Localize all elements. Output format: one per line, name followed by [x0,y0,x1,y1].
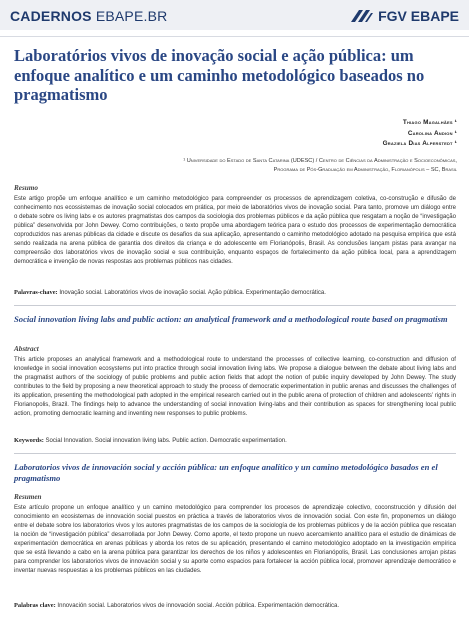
author-1[interactable]: Thiago Magalhães ¹ [402,119,457,126]
logo-text: FGV EBAPE [378,8,459,24]
fgv-logo[interactable] [351,6,459,26]
palabras-clave-text: Innovación social. Laboratorios vivos de innovación social. Acción pública. Experimentación democrática. [57,603,340,609]
author-list [383,118,457,150]
keywords-label: Keywords: [14,437,44,444]
palavras-chave-text: Inovação social. Laboratórios vivos de inovação social. Ação pública. Experimentação democrática. [59,290,326,296]
palabras-clave [14,601,456,611]
article-title: Laboratórios vivos de inovação social e ação pública: um enfoque analítico e um caminho metodológico baseados no pragmatismo [14,46,425,104]
keywords [14,436,456,446]
keywords-text: Social Innovation. Social innovation living labs. Public action. Democratic experimentation. [45,438,287,444]
resumo-heading: Resumo [14,184,38,192]
affiliation-line-1: ¹ Universidade do Estado de Santa Catarina (UDESC) / Centro de Ciências da Administração e Socioeconômicas, [183,158,457,164]
author-2[interactable]: Carolina Andion ¹ [407,129,457,137]
author-3[interactable]: Graziela Dias Alperstedt ¹ [382,140,457,147]
header-band [0,0,469,30]
section-divider [14,305,456,306]
resumen-heading: Resumen [14,493,42,501]
journal-name-rest: EBAPE.BR [95,8,168,24]
fgv-logo-icon [351,8,373,24]
palavras-chave [14,288,456,298]
spanish-title: Laboratorios vivos de innovación social y acción pública: un enfoque analítico y un camino metodológico basados en el pragmatismo [14,462,438,483]
abstract-heading: Abstract [14,345,39,353]
resumen-text: Este artículo propone un enfoque analítico y un camino metodológico para comprender los procesos de aprendizaje colectivo, coconstrucción y difusión del conocimiento en ecosistemas de innovación social puestos en práctica a través de laboratorios vivos de innovación social. Con este fin, proponemos un diálogo entre el debate sobre los laboratorios vivos y los autores pragmatistas de los campos de la sociología de los problemas públicos y de la acción pública que rescatan la noción de “investigación pública” desarrollada por John Dewey. Como aporte, el texto propone un nuevo acercamiento analítico para el estudio de dinámicas de experimentación democrática en arenas públicas y aborda los retos de su aplicación, presentando el camino metodológico adoptado en la investigación empírica que se está llevando a cabo en la arena pública para garantizar los derechos de los niños y adolescentes en Florianópolis, Brasil. Las conclusiones arrojan pistas para comprender los laboratorios vivos de innovación social y su aporte como espacios para fortalecer la acción pública local, promover aprendizaje democrático e inventar nuevas respuestas a los problemas públicos en las ciudades. [14,505,456,574]
journal-name[interactable] [10,8,167,24]
affiliation [37,157,457,175]
resumo-text: Este artigo propõe um enfoque analítico e um caminho metodológico para compreender os processos de aprendizagem coletiva, co-construção e difusão de conhecimento nos ecossistemas de inovação social colocados em prática, por meio de laboratórios vivos de inovação social. Para tanto, promove um diálogo entre o debate sobre os living labs e os autores pragmatistas dos campos da sociologia dos problemas públicos e da ação pública que resgatam a noção de “investigação pública” desenvolvida por John Dewey. Como contribuições, o texto propõe uma abordagem teórica para o estudo dos processos de experimentação democrática coproduzidos nas arenas públicas da cidade e discute os desafios da sua aplicação, apresentando o caminho metodológico adotado na pesquisa empírica que está sendo realizada na arena pública de garantia dos direitos da criança e do adolescente em Florianópolis, Brasil. As conclusões lançam pistas para avançar na compreensão dos laboratórios vivos de inovação social e sua contribuição, enquanto espaços de fortalecimento da ação pública local, para a aprendizagem democrática e invenção de novas respostas aos problemas públicos nas cidades. [14,196,456,265]
abstract-text: This article proposes an analytical framework and a methodological route to understand the processes of collective learning, co-construction and diffusion of knowledge in social innovation ecosystems put into practice through social innovation living labs. We propose a dialogue between the debate about living labs and the pragmatist authors of the sociology of public problems and public action fields that adopt the notion of public inquiry developed by John Dewey. The study contributes to the field by proposing a new theoretical approach to study the process of democratic experimentation in public arenas and discusses the challenges of its application, presenting the methodological path adopted in the empirical research carried out in the public arena of protection of children and adolescents’ rights in Florianopolis, Brazil. The findings help to advance the understanding of social innovation living-labs and their contribution as spaces for strengthening local public action, promoting democratic learning and inventing new responses to public problems. [14,357,456,417]
palabras-clave-label: Palabras clave: [14,602,56,609]
journal-name-bold: CADERNOS [10,8,92,24]
palavras-chave-label: Palavras-chave: [14,289,58,296]
header-divider [0,36,469,37]
english-title: Social innovation living labs and public action: an analytical framework and a methodological route based on pragmatism [14,314,448,324]
affiliation-line-2: Programa de Pós-Graduação em Administração, Florianópolis – SC, Brasil [273,167,457,173]
section-divider [14,453,456,454]
